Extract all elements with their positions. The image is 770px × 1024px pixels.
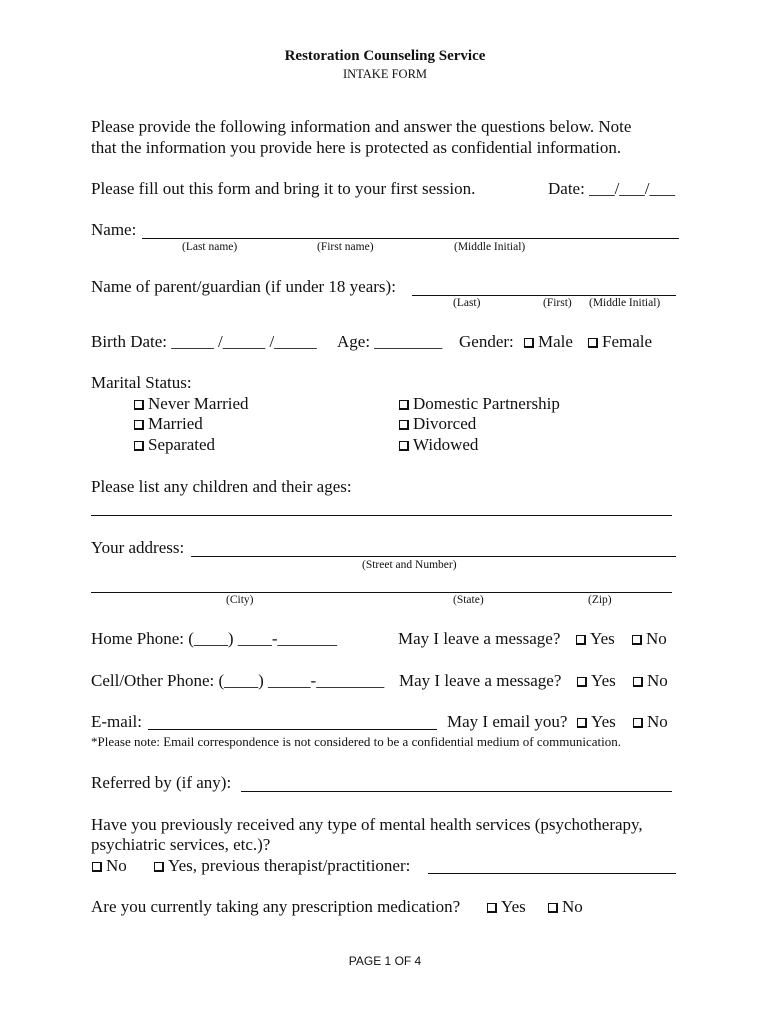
marital-domestic-option[interactable] [398,394,560,414]
checkbox-icon[interactable] [588,338,598,348]
checkbox-icon[interactable] [576,635,586,645]
checkbox-icon[interactable] [92,862,102,872]
no-label: No [106,856,127,875]
home-message-yes-option[interactable] [575,629,615,649]
checkbox-icon[interactable] [399,441,409,451]
never-married-label: Never Married [148,394,249,413]
home-message-question: May I leave a message? [398,629,561,648]
guardian-hint-first: (First) [543,297,572,309]
address-hint-state: (State) [453,594,484,606]
checkbox-icon[interactable] [548,903,558,913]
widowed-label: Widowed [413,435,479,454]
gender-male-option[interactable] [523,332,573,352]
checkbox-icon[interactable] [487,903,497,913]
medication-question: Are you currently taking any prescription medication? [91,897,461,916]
age-field[interactable]: Age: ________ [337,332,443,351]
email-input-line[interactable] [148,729,437,730]
birth-date-field[interactable]: Birth Date: _____ /_____ /_____ [91,332,317,351]
married-label: Married [148,414,203,433]
previous-services-line-1: Have you previously received any type of mental health services (psychotherapy, [91,815,643,834]
home-message-no-option[interactable] [631,629,667,649]
checkbox-icon[interactable] [399,420,409,430]
gender-label: Gender: [459,332,514,351]
yes-label: Yes [591,671,616,690]
marital-never-married-option[interactable] [133,394,249,414]
previous-yes-option[interactable] [153,856,410,876]
email-label: E-mail: [91,712,142,731]
medication-yes-option[interactable] [486,897,526,917]
checkbox-icon[interactable] [154,862,164,872]
divorced-label: Divorced [413,414,477,433]
checkbox-icon[interactable] [577,677,587,687]
checkbox-icon[interactable] [399,400,409,410]
checkbox-icon[interactable] [134,420,144,430]
email-note: *Please note: Email correspondence is not considered to be a confidential medium of communication. [91,734,621,749]
cell-phone-field[interactable]: Cell/Other Phone: (____) _____-________ [91,671,385,690]
marital-status-label: Marital Status: [91,373,192,392]
yes-therapist-label: Yes, previous therapist/practitioner: [168,856,411,875]
checkbox-icon[interactable] [633,718,643,728]
checkbox-icon[interactable] [632,635,642,645]
marital-divorced-option[interactable] [398,414,476,434]
children-input-line[interactable] [91,515,672,516]
previous-services-line-2: psychiatric services, etc.)? [91,835,271,854]
separated-label: Separated [148,435,216,454]
guardian-input-line[interactable] [412,295,676,296]
page-number: PAGE 1 OF 4 [348,954,422,968]
guardian-hint-last: (Last) [453,297,481,309]
male-label: Male [538,332,573,351]
checkbox-icon[interactable] [633,677,643,687]
name-hint-first: (First name) [317,241,374,253]
cell-message-no-option[interactable] [632,671,668,691]
cell-message-question: May I leave a message? [399,671,562,690]
name-input-line[interactable] [142,238,679,239]
name-label: Name: [91,220,137,239]
no-label: No [647,671,668,690]
checkbox-icon[interactable] [134,400,144,410]
intro-line-1: Please provide the following information and answer the questions below. Note [91,117,632,136]
intro-line-2: that the information you provide here is protected as confidential information. [91,138,622,157]
yes-label: Yes [591,712,616,731]
address-hint-street: (Street and Number) [362,559,457,571]
yes-label: Yes [590,629,615,648]
therapist-input-line[interactable] [428,873,676,874]
home-phone-field[interactable]: Home Phone: (____) ____-_______ [91,629,338,648]
email-question: May I email you? [447,712,568,731]
children-label: Please list any children and their ages: [91,477,352,496]
name-hint-middle: (Middle Initial) [454,241,526,253]
guardian-hint-middle: (Middle Initial) [589,297,661,309]
checkbox-icon[interactable] [524,338,534,348]
date-field[interactable]: Date: ___/___/___ [548,179,676,198]
marital-married-option[interactable] [133,414,203,434]
city-state-zip-input-line[interactable] [91,592,672,593]
referred-input-line[interactable] [241,791,672,792]
no-label: No [647,712,668,731]
address-label: Your address: [91,538,185,557]
address-hint-city: (City) [226,594,254,606]
form-subtitle: INTAKE FORM [342,67,428,81]
checkbox-icon[interactable] [577,718,587,728]
medication-no-option[interactable] [547,897,583,917]
yes-label: Yes [501,897,526,916]
cell-message-yes-option[interactable] [576,671,616,691]
marital-widowed-option[interactable] [398,435,478,455]
form-title: Restoration Counseling Service [284,48,486,64]
address-hint-zip: (Zip) [588,594,612,606]
no-label: No [646,629,667,648]
street-input-line[interactable] [191,556,676,557]
referred-label: Referred by (if any): [91,773,232,792]
guardian-label: Name of parent/guardian (if under 18 years): [91,277,396,296]
email-no-option[interactable] [632,712,668,732]
female-label: Female [602,332,653,351]
marital-separated-option[interactable] [133,435,215,455]
fillout-instruction: Please fill out this form and bring it to your first session. [91,179,476,198]
gender-female-option[interactable] [587,332,652,352]
domestic-label: Domestic Partnership [413,394,560,413]
no-label: No [562,897,583,916]
email-yes-option[interactable] [576,712,616,732]
checkbox-icon[interactable] [134,441,144,451]
name-hint-last: (Last name) [182,241,238,253]
previous-no-option[interactable] [91,856,127,876]
